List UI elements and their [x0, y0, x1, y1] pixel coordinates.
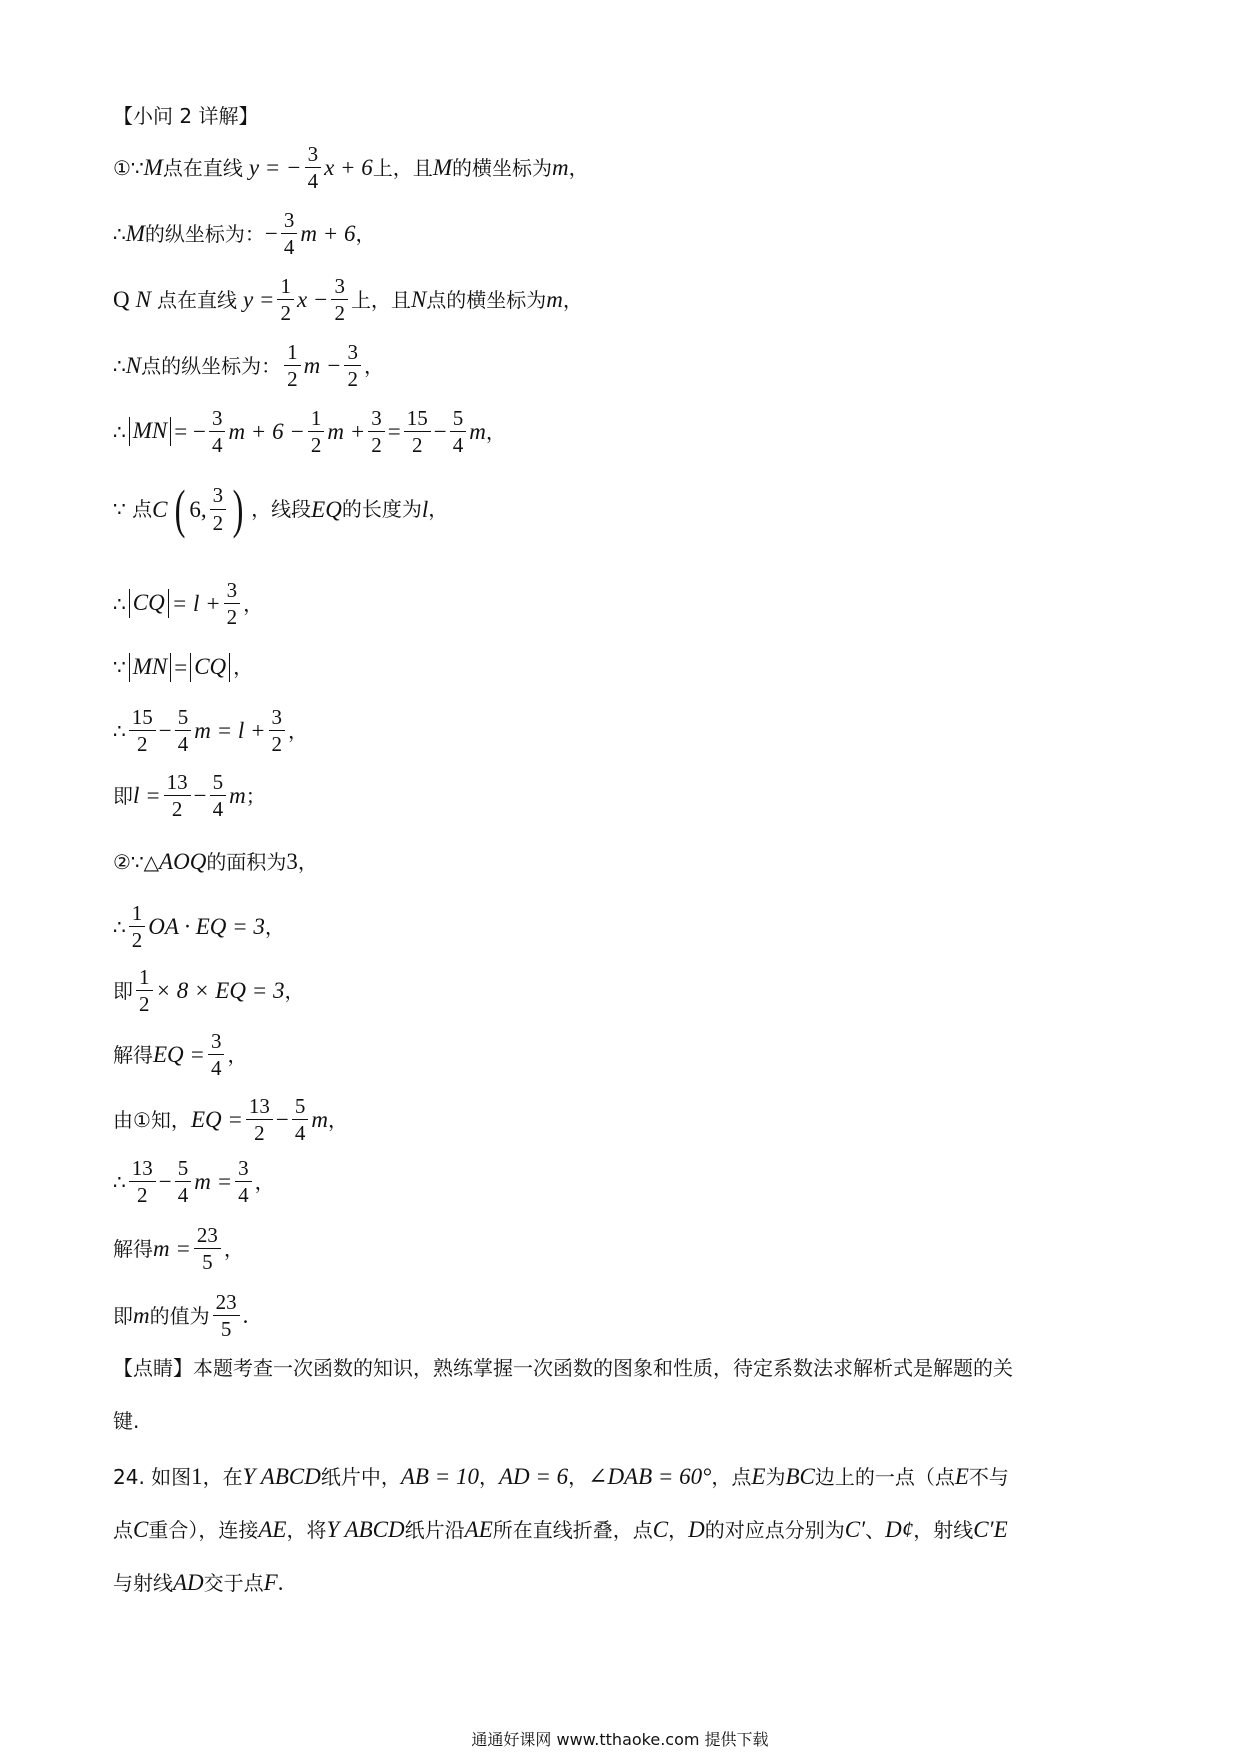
- fraction: $\frac{3}{4}$: [208, 1030, 225, 1079]
- solution-line-11: ②∵△ AOQ 的面积为 3 ，: [113, 849, 318, 874]
- solution-line-6: ∵ 点 C ( 6, $\frac{3}{2}$ ) ，线段 EQ 的长度为 l ，: [113, 479, 449, 539]
- fraction: $\frac{5}{4}$: [450, 407, 467, 456]
- solution-line-17: 解得 m = $\frac{23}{5}$ ，: [113, 1223, 244, 1275]
- fraction: $\frac{3}{2}$: [331, 275, 348, 324]
- fraction: $\frac{1}{2}$: [277, 275, 294, 324]
- solution-line-8: ∵ MN = CQ ，: [113, 654, 254, 680]
- question-24-line-1: 24. 如图 1 ，在 Y ABCD 纸片中， AB = 10 ， AD = 6 ， ∠DAB = 60° ，点 E 为 BC 边上的一点（点 E 不与: [113, 1464, 1009, 1489]
- fraction: $\frac{5}{4}$: [175, 706, 192, 755]
- fraction: $\frac{3}{2}$: [269, 706, 286, 755]
- fraction: $\frac{1}{2}$: [136, 966, 153, 1015]
- fraction: $\frac{3}{4}$: [235, 1157, 252, 1206]
- fraction: $\frac{3}{2}$: [210, 484, 227, 533]
- dianjing-text: 本题考查一次函数的知识，熟练掌握一次函数的图象和性质，待定系数法求解析式是解题的关: [193, 1356, 1013, 1380]
- solution-line-18: 即 m 的值为 $\frac{23}{5}$ .: [113, 1290, 249, 1342]
- fraction: $\frac{13}{2}$: [129, 1157, 156, 1206]
- solution-line-7: ∴ CQ = l + $\frac{3}{2}$ ，: [113, 578, 264, 630]
- solution-line-14: 解得 EQ = $\frac{3}{4}$ ，: [113, 1029, 248, 1081]
- solution-line-4: ∴ N 点的纵坐标为： $\frac{1}{2}$ m − $\frac{3}{2}$ ，: [113, 340, 384, 392]
- fraction: $\frac{5}{4}$: [175, 1157, 192, 1206]
- solution-line-10: 即 l = $\frac{13}{2}$ − $\frac{5}{4}$ m ；: [113, 770, 266, 822]
- solution-line-9: ∴ $\frac{15}{2}$ − $\frac{5}{4}$ m = l + $\frac{3}{2}$ ，: [113, 705, 309, 757]
- fraction: $\frac{15}{2}$: [404, 407, 431, 456]
- solution-line-1: ①∵ M 点在直线 y = − $\frac{3}{4}$ x + 6 上，且 M 的横坐标为 m ，: [113, 142, 589, 194]
- fraction: $\frac{3}{2}$: [368, 407, 385, 456]
- fraction: $\frac{23}{5}$: [194, 1224, 221, 1273]
- dianjing-label: 【点睛】: [113, 1356, 193, 1380]
- fraction: $\frac{3}{4}$: [305, 143, 322, 192]
- fraction: $\frac{3}{4}$: [281, 209, 298, 258]
- point-coordinates: ( 6, $\frac{3}{2}$ ): [175, 479, 244, 539]
- fraction: $\frac{13}{2}$: [246, 1095, 273, 1144]
- section-title: 【小问 2 详解】: [113, 104, 259, 128]
- solution-line-2: ∴ M 的纵坐标为： − $\frac{3}{4}$ m + 6 ，: [113, 208, 376, 260]
- footer-watermark: 通通好课网 www.tthaoke.com 提供下载: [471, 1730, 769, 1749]
- fraction: $\frac{1}{2}$: [129, 902, 146, 951]
- fraction: $\frac{3}{2}$: [224, 579, 241, 628]
- fraction: $\frac{15}{2}$: [129, 706, 156, 755]
- solution-line-3: Q N 点在直线 y = $\frac{1}{2}$ x − $\frac{3}{2}$ 上，且 N 点的横坐标为 m ，: [113, 274, 583, 326]
- fraction: $\frac{5}{4}$: [292, 1095, 309, 1144]
- fraction: $\frac{1}{2}$: [308, 407, 325, 456]
- dianjing-line-1: [113, 1358, 1013, 1378]
- question-24-line-3: 与射线 AD 交于点 F .: [113, 1570, 284, 1595]
- fraction: $\frac{13}{2}$: [164, 771, 191, 820]
- dianjing-line-2: 键.: [113, 1409, 140, 1433]
- fraction: $\frac{3}{4}$: [209, 407, 226, 456]
- solution-line-5: ∴ MN = − $\frac{3}{4}$ m + 6 − $\frac{1}{2}$ m + $\frac{3}{2}$ = $\frac{15}{2}$ − $\frac{5}{4}$ m ，: [113, 406, 506, 458]
- fraction: $\frac{23}{5}$: [213, 1291, 240, 1340]
- question-24-line-2: 点 C 重合），连接 AE ，将 Y ABCD 纸片沿 AE 所在直线折叠，点 C ， D 的对应点分别为 C′ 、 D¢ ，射线 C′E: [113, 1517, 1008, 1542]
- fraction: $\frac{1}{2}$: [284, 341, 301, 390]
- solution-line-16: ∴ $\frac{13}{2}$ − $\frac{5}{4}$ m = $\frac{3}{4}$ ，: [113, 1156, 275, 1208]
- solution-line-13: 即 $\frac{1}{2}$ × 8 × EQ = 3 ，: [113, 965, 305, 1017]
- fraction: $\frac{3}{2}$: [344, 341, 361, 390]
- fraction: $\frac{5}{4}$: [210, 771, 227, 820]
- solution-line-12: ∴ $\frac{1}{2}$ OA · EQ = 3 ，: [113, 901, 285, 953]
- solution-line-15: 由①知， EQ = $\frac{13}{2}$ − $\frac{5}{4}$ m ，: [113, 1094, 348, 1146]
